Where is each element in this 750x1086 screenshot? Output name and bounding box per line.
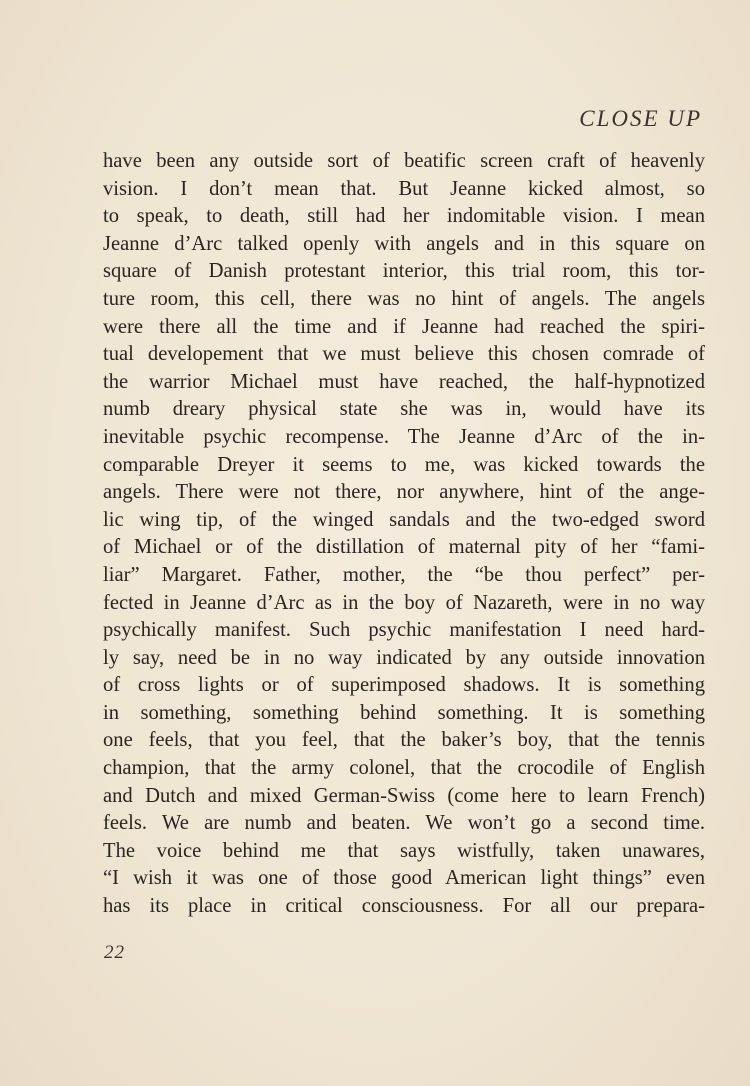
running-head: CLOSE UP bbox=[579, 106, 702, 131]
text-line: champion, that the army colonel, that the crocodile of English bbox=[103, 757, 705, 780]
text-line: of cross lights or of superimposed shadows. It is something bbox=[103, 674, 705, 697]
text-line: square of Danish protestant interior, this trial room, this tor- bbox=[103, 260, 705, 283]
text-line: “I wish it was one of those good American light things” even bbox=[103, 867, 705, 890]
text-line: liar” Margaret. Father, mother, the “be thou perfect” per- bbox=[103, 563, 705, 586]
text-line: lic wing tip, of the winged sandals and the two-edged sword bbox=[103, 508, 705, 531]
text-line: the warrior Michael must have reached, the half-hypnotized bbox=[103, 370, 705, 393]
text-line: ture room, this cell, there was no hint of angels. The angels bbox=[103, 287, 705, 310]
text-line: one feels, that you feel, that the baker’s boy, that the tennis bbox=[103, 729, 705, 752]
text-line: numb dreary physical state she was in, would have its bbox=[103, 398, 705, 421]
text-line: were there all the time and if Jeanne had reached the spiri- bbox=[103, 315, 705, 338]
text-line: vision. I don’t mean that. But Jeanne kicked almost, so bbox=[103, 177, 705, 200]
text-line: tual developement that we must believe this chosen comrade of bbox=[103, 343, 705, 366]
text-line: of Michael or of the distillation of maternal pity of her “fami- bbox=[103, 536, 705, 559]
page-number: 22 bbox=[104, 942, 125, 963]
text-line: ly say, need be in no way indicated by any outside innovation bbox=[103, 646, 705, 669]
text-line: angels. There were not there, nor anywhere, hint of the ange- bbox=[103, 481, 705, 504]
text-line: in something, something behind something. It is something bbox=[103, 701, 705, 724]
body-text bbox=[103, 148, 705, 921]
text-line: The voice behind me that says wistfully, taken unawares, bbox=[103, 839, 705, 862]
text-line: fected in Jeanne d’Arc as in the boy of Nazareth, were in no way bbox=[103, 591, 705, 614]
text-line: psychically manifest. Such psychic manifestation I need hard- bbox=[103, 619, 705, 642]
text-line: inevitable psychic recompense. The Jeanne d’Arc of the in- bbox=[103, 425, 705, 448]
text-line: have been any outside sort of beatific screen craft of heavenly bbox=[103, 150, 705, 172]
text-line: to speak, to death, still had her indomitable vision. I mean bbox=[103, 205, 705, 228]
text-line: and Dutch and mixed German-Swiss (come here to learn French) bbox=[103, 784, 705, 807]
text-line: feels. We are numb and beaten. We won’t go a second time. bbox=[103, 812, 705, 835]
text-line: has its place in critical consciousness. For all our prepara- bbox=[103, 895, 705, 918]
text-line: Jeanne d’Arc talked openly with angels and in this square on bbox=[103, 232, 705, 255]
text-line: comparable Dreyer it seems to me, was kicked towards the bbox=[103, 453, 705, 476]
